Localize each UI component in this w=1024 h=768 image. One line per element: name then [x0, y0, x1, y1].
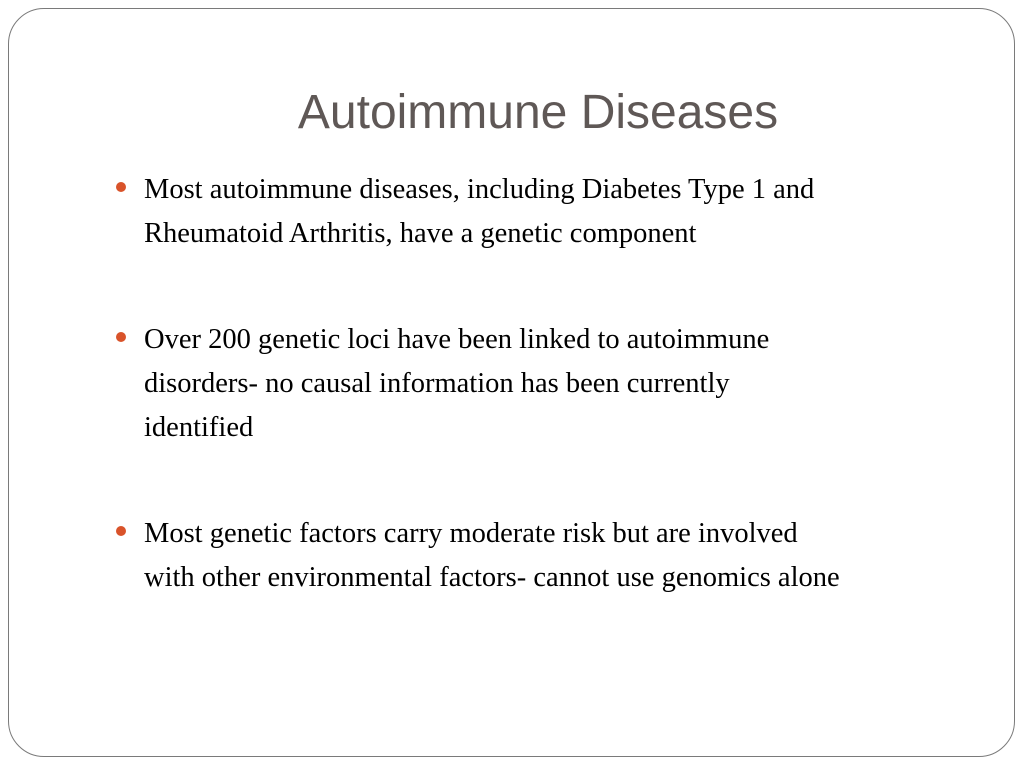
bullet-line: disorders- no causal information has been currently: [144, 368, 730, 399]
bullet-item: [116, 168, 986, 256]
bullet-dot-icon: [116, 526, 126, 536]
bullet-dot-icon: [116, 182, 126, 192]
bullet-line: Rheumatoid Arthritis, have a genetic component: [144, 218, 697, 249]
bullet-line: Most autoimmune diseases, including Diabetes Type 1 and: [144, 174, 815, 205]
bullet-line: Most genetic factors carry moderate risk but are involved: [144, 518, 798, 549]
bullet-item: [116, 512, 986, 600]
bullet-list: [116, 168, 986, 600]
bullet-item: [116, 318, 986, 450]
slide-title: [0, 84, 1024, 142]
bullet-line: Over 200 genetic loci have been linked to autoimmune: [144, 324, 770, 355]
bullet-dot-icon: [116, 332, 126, 342]
bullet-line: identified: [144, 412, 254, 443]
slide-title-text: Autoimmune Diseases: [297, 86, 779, 139]
bullet-line: with other environmental factors- cannot use genomics alone: [144, 562, 840, 593]
